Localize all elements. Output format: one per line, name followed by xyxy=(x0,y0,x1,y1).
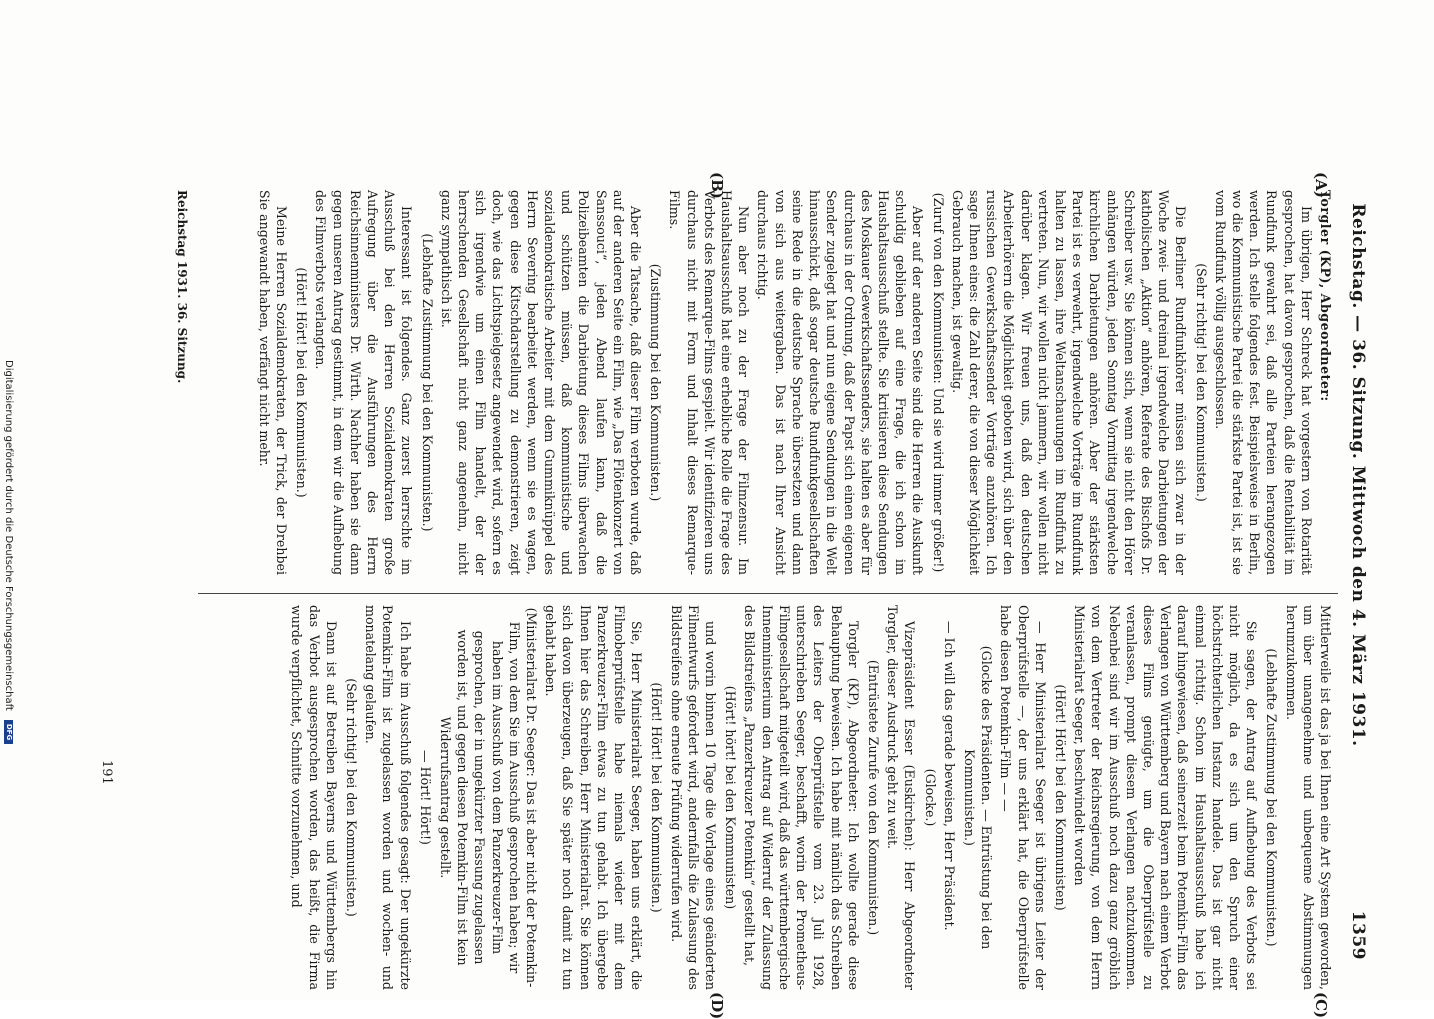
paragraph: Interessant ist folgendes. Ganz zuerst herrschte im Ausschuß bei den Herren Sozialdemokraten große Aufregung über die Ausführungen des Herrn Reichsinnenministers Dr. Wirth. Nachher haben sie dann gegen unseren Antrag gestimmt, in dem wir die Aufhebung des Filmverbots verlangten. xyxy=(313,190,415,575)
interjection: (Hört! Hört! bei den Kommunisten.) xyxy=(649,682,665,913)
dfg-logo-icon: DFG xyxy=(5,720,14,744)
paragraph: — Herr Ministerialrat Seeger ist übrigens Leiter der Oberprüfstelle —, der uns erklärt hat, die Oberprüfstelle habe diesen Potemkin-Film — — xyxy=(998,605,1048,990)
interjection: (Lebhafte Zustimmung bei den Kommunisten.) xyxy=(1264,648,1280,947)
speaker-line: Torgler (KP), Abgeordneter: xyxy=(1318,190,1333,402)
margin-marker-b: (B) xyxy=(708,172,726,199)
paragraph: Mittlerweile ist das ja bei Ihnen eine Art System geworden, um über unangenehme und unbequeme Abstimmungen herumzukommen. xyxy=(1283,605,1333,990)
right-text-column xyxy=(286,605,1334,990)
paragraph: Ich habe im Ausschuß folgendes gesagt: Der ungekürzte Potemkin-Film ist zugelassen worden und wochen- und monatelang gelaufen. xyxy=(363,605,413,990)
paragraph: Torgler (KP), Abgeordneter: Ich wollte gerade diese Behauptung beweisen. Ich habe mit nämlich das Schreiben des Leiters der Oberprüfstelle vom 23. Juli 1928, unterschrieben Seeger, beschafft, worin der Prometheus-Filmgesellschaft mitgeteilt wird, daß das württembergische Innenministerium den Antrag auf Widerruf der Zulassung des Bildstreifens „Panzerkreuzer Potemkin“ gestellt hat, xyxy=(742,605,861,990)
digitization-credit xyxy=(3,360,14,744)
paragraph: — Ich will das gerade beweisen, Herr Präsident. xyxy=(941,621,957,931)
interjection: (Glocke des Präsidenten. — Entrüstung bei den Kommunisten.) xyxy=(961,645,995,950)
paragraph: Sie sagen, der Antrag auf Aufhebung des Verbots sei nicht möglich, da es sich um den Spruch einer höchstrichterlichen Instanz handele. Das ist gar nicht einmal richtig. Schon im Haushaltsausschuß habe ich darauf hingewiesen, daß seinerzeit beim Potemkin-Film das Verlangen von Württemberg und Bayern nach einem Verbot dieses Films genügte, um die Oberprüfstelle zu veranlassen, prompt diesem Verlangen nachzukommen. Nebenbei sind wir im Ausschuß noch dazu ganz gröblich von dem Vertreter der Reichsregierung, von dem Herrn Ministerialrat Seeger, beschwindelt worden xyxy=(1072,605,1260,990)
paragraph: Vizepräsident Esser (Euskirchen): Herr Abgeordneter Torgler, dieser Ausdruck geht zu weit. xyxy=(885,605,918,990)
paragraph: Aber auf der anderen Seite sind die Herren die Auskunft schuldig geblieben auf eine Frage, die ich schon im Haushaltsausschuß stellte. Sie kritisieren diese Sendungen des Moskauer Gewerkschaftssenders, sie halten es aber für durchaus in der Ordnung, daß der Papst sich einen eigenen Sender zugelegt hat und nun eigene Sendungen in die Welt hinausschickt, daß sogar deutsche Rundfunkgesellschaften seine Rede in die deutsche Sprache übersetzen und dann von sich aus weitergaben. Das ist nach Ihrer Ansicht durchaus richtig. xyxy=(755,190,926,575)
left-text-column xyxy=(254,190,1334,575)
interjection: (Sehr richtig! bei den Kommunisten.) xyxy=(1193,263,1209,502)
paragraph: Im übrigen, Herr Schreck hat vorgestern von Rotarität gesprochen, hat davon gesprochen, daß die Rentabilität im Rundfunk gewahrt sei, daß alle Parteien herangezogen werden. Ich stelle folgendes fest. Beispielsweise in Berlin, wo die Kommunistische Partei die stärkste Partei ist, ist sie vom Rundfunk völlig ausgeschlossen. xyxy=(1212,190,1314,575)
paragraph: Aber die Tatsache, daß dieser Film verboten wurde, daß auf der anderen Seite ein Film, wie „Das Flötenkonzert von Sanssouci“, jeden Abend laufen kann, daß die Polizeibeamten die Darbietung dieses Films überwachen und schützen müssen, daß kommunistische und sozialdemokratische Arbeiter mit dem Gummiknüppel des Herrn Severing bearbeitet werden, wenn sie es wagen, gegen diese Kitschdarstellung zu demonstrieren, zeigt doch, wie das Lichtspielgesetz angewendet wird, sofern es sich irgendwie um einen Film handelt, der der herrschenden Gesellschaft nicht ganz angenehm, nicht ganz sympathisch ist. xyxy=(438,190,644,575)
digitization-text: Digitalisierung gefördert durch die Deutsche Forschungsgemeinschaft xyxy=(3,360,14,711)
margin-marker-d: (D) xyxy=(708,992,726,1019)
interjection: (Zustimmung bei den Kommunisten.) xyxy=(648,263,664,502)
page-header xyxy=(1338,60,1368,960)
column-divider xyxy=(198,593,1338,594)
header-title: Reichstag. — 36. Sitzung. Mittwoch den 4. März 1931. xyxy=(1348,203,1368,747)
margin-marker-c: (C) xyxy=(1312,992,1330,1019)
interjection: (Sehr richtig! bei den Kommunisten.) xyxy=(344,678,360,917)
paragraph: und worin binnen 10 Tage die Vorlage eines geänderten Filmentwurfs gefordert wird, andernfalls die Zulassung des Bildstreifens ohne erneute Prüfung widerrufen wird. xyxy=(668,605,719,990)
bottom-page-number: 191 xyxy=(99,760,114,785)
paragraph: Meine Herren Sozialdemokraten, der Trick, der Drehbei Sie angewandt haben, verfängt nicht mehr. xyxy=(256,190,290,575)
interjection: (Hört! hört! bei den Kommunisten) xyxy=(723,685,739,910)
interjection: (Ministerialrat Dr. Seeger: Das ist aber nicht der Potemkin-Film, von dem Sie im Ausschuß gesprochen haben; wir haben im Ausschuß von dem Panzerkreuzer-Film gesprochen, der in ungekürzter Fassung zugelassen worden ist, und gegen diesen Potemkin-Film ist kein Widerrufsantrag gestellt. xyxy=(438,607,540,988)
paragraph: Dann ist auf Betreiben Bayerns und Württembergs hin das Verbot ausgesprochen worden, das heißt, die Firma wurde verpflichtet, Schnitte vorzunehmen, und xyxy=(289,605,339,990)
interjection: (Hört! Hört! bei den Kommunisten) xyxy=(1052,684,1068,911)
interjection: (Lebhafte Zustimmung bei den Kommunisten.) xyxy=(419,233,435,532)
interjection: (Zuruf von den Kommunisten: Und sie wird immer größer!) xyxy=(930,192,946,573)
header-page-number: 1359 xyxy=(1348,910,1368,960)
interjection: (Hört! Hört! bei den Kommunisten.) xyxy=(294,267,310,498)
margin-marker-a: (A) xyxy=(1312,172,1330,198)
interjection: — Hört! Hört!) xyxy=(417,750,433,845)
interjection: (Glocke.) xyxy=(922,768,938,827)
paragraph: Nun aber noch zu der Frage der Filmzensur. Im Haushaltsausschuß hat eine erhebliche Rolle die Frage des Verbots des Remarque-Films gespielt. Wir identifizieren uns durchaus nicht mit Form und Inhalt dieses Remarque-Films. xyxy=(667,190,752,575)
interjection: (Entrüstete Zurufe von den Kommunisten.) xyxy=(865,659,881,936)
paragraph: Sie, Herr Ministerialrat Seeger, haben uns erklärt, die Filmoberprüfstelle habe niemals wieder mit dem Panzerkreuzer-Film etwas zu tun gehabt. Ich übergebe Ihnen hier das Schreiben, Herr Ministerialrat. Sie können sich davon überzeugen, daß Sie später noch damit zu tun gehabt haben. xyxy=(543,605,645,990)
paragraph: Die Berliner Rundfunkhörer müssen sich zwar in der Woche zwei- und dreimal irgendwelche Darbietungen der katholischen „Aktion“ anhören, Referate des Bischofs Dr. Schreiber usw. Sie können sich, wenn sie nicht den Hörer anhängen würden, jeden Sonntag Vormittag irgendwelche kirchlichen Darbietungen anhören. Aber der stärksten Partei ist es verwehrt, irgendwelche Vorträge im Rundfunk halten zu lassen, ihre Weltanschauungen im Rundfunk zu vertreten. Nun, wir wollen nicht jammern, wir wollen nicht darüber klagen. Wir freuen uns, daß den deutschen Arbeiterhörern die Möglichkeit geboten wird, sich über den russischen Gewerkschaftssender Vorträge anzuhören. Ich sage Ihnen eines: die Zahl derer, die von dieser Möglichkeit Gebrauch machen, ist gewaltig. xyxy=(949,190,1189,575)
sitting-footer: Reichstag 1931. 36. Sitzung. xyxy=(175,190,189,384)
